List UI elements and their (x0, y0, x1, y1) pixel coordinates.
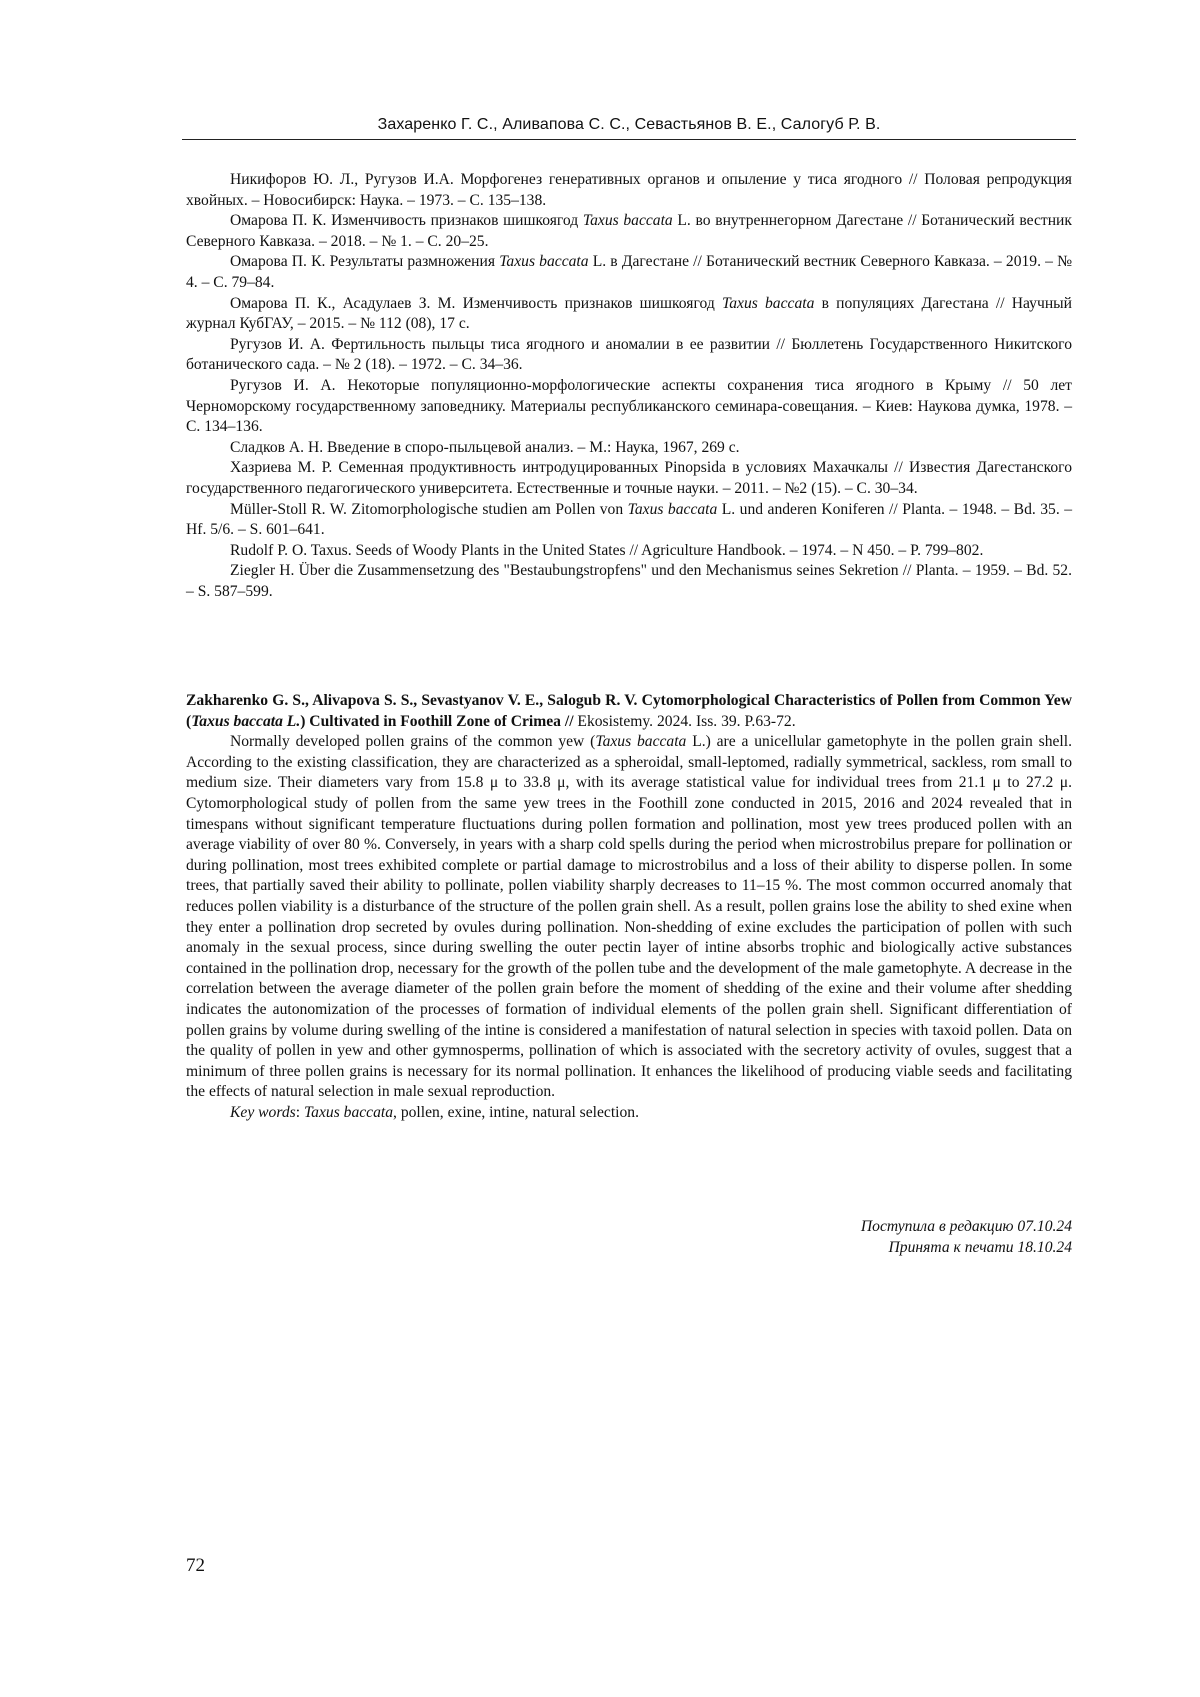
running-header-authors: Захаренко Г. С., Аливапова С. С., Севастьянов В. Е., Салогуб Р. В. (377, 116, 881, 133)
reference-list (186, 170, 1072, 602)
accepted-date: Принята к печати 18.10.24 (888, 1238, 1072, 1256)
reference-item: Rudolf P. O. Taxus. Seeds of Woody Plants in the United States // Agriculture Handbook. – 1974. – N 450. – P. 799–802. (230, 541, 984, 559)
reference-item: Ругузов И. А. Некоторые популяционно-морфологические аспекты сохранения тиса ягодного в Крыму // 50 лет Черноморскому государственному заповеднику. Материалы республиканского семинара-совещания. – Киев: Наукова думка, 1978. – С. 134–136. (186, 376, 1072, 436)
page-number: 72 (186, 1555, 205, 1576)
reference-item: Никифоров Ю. Л., Ругузов И.А. Морфогенез генеративных органов и опыление у тиса ягодного // Половая репродукция хвойных. – Новосибирск: Наука. – 1973. – С. 135–138. (186, 171, 1072, 209)
reference-item: Ругузов И. А. Фертильность пыльцы тиса ягодного и аномалии в ее развитии // Бюллетень Государственного Никитского ботанического сада. – № 2 (18). – 1972. – С. 34–36. (186, 335, 1072, 374)
submission-dates (861, 1217, 1072, 1258)
reference-item: Müller-Stoll R. W. Zitomorphologische studien am Pollen von Taxus baccata L. und anderen Koniferen // Planta. – 1948. – Bd. 35. – Hf. 5/6. – S. 601–641. (186, 500, 1073, 539)
reference-item: Омарова П. К., Асадулаев З. М. Изменчивость признаков шишкоягод Taxus baccata в популяциях Дагестана // Научный журнал КубГАУ, – 2015. – № 112 (08), 17 с. (186, 294, 1072, 333)
reference-item: Омарова П. К. Результаты размножения Taxus baccata L. в Дагестане // Ботанический вестник Северного Кавказа. – 2019. – № 4. – С. 79–84. (186, 253, 1072, 291)
english-abstract (186, 691, 1072, 1123)
abstract-body: Normally developed pollen grains of the common yew (Taxus baccata L.) are a unicellular gametophyte in the pollen grain shell. According to the existing classification, they are characterized as a spheroidal, small-leptomed, radially symmetrical, sackless, rom small to medium size. Their diameters vary from 15.8 μ to 33.8 μ, with its average statistical value for individual trees from 21.1 μ to 27.2 μ. Cytomorphological study of pollen from the same yew trees in the Foothill zone conducted in 2015, 2016 and 2024 revealed that in timespans without significant temperature fluctuations during pollen formation and pollination, most yew trees produced pollen with an average viability of over 80 %. Conversely, in years with a sharp cold spells during the period when microstrobilus prepare for pollination or during pollination, most trees exhibited complete or partial damage to microstrobilus and a loss of their ability to disperse pollen. In some trees, that partially saved their ability to pollinate, pollen viability sharply decreases to 11–15 %. The most common occurred anomaly that reduces pollen viability is a disturbance of the structure of the pollen grain shell. As a result, pollen grains lose the ability to shed exine when they enter a pollination drop secreted by ovules during pollination. Non-shedding of exine excludes the participation of pollen with such anomaly in the sexual process, since during swelling the outer pectin layer of intine absorbs trophic and biologically active substances contained in the pollination drop, necessary for the growth of the pollen tube and the development of the male gametophyte. A decrease in the correlation between the average diameter of the pollen grain before the moment of shedding of the exine and their volume after shedding indicates the autonomization of the processes of formation of individual elements of the pollen grain shell. Significant differentiation of pollen grains by volume during swelling of the intine is considered a manifestation of natural selection in species with taxoid pollen. Data on the quality of pollen in yew and other gymnosperms, pollination of which is associated with the secretory activity of ovules, suggest that a minimum of three pollen grains is necessary for its normal pollination. It enhances the likelihood of producing viable seeds and facilitating the effects of natural selection in male sexual reproduction. (186, 733, 1072, 1101)
reference-item: Ziegler H. Über die Zusammensetzung des "Bestaubungstropfens" und den Mechanismus seines Sekretion // Planta. – 1959. – Bd. 52. – S. 587–599. (186, 562, 1072, 600)
reference-item: Сладков А. Н. Введение в споро-пыльцевой анализ. – М.: Наука, 1967, 269 с. (230, 438, 740, 456)
keywords-line: Key words: Taxus baccata, pollen, exine, intine, natural selection. (230, 1103, 639, 1121)
abstract-citation-heading: Zakharenko G. S., Alivapova S. S., Sevastyanov V. E., Salogub R. V. Cytomorphological Characteristics of Pollen from Common Yew (Taxus baccata L.) Cultivated in Foothill Zone of Crimea // Ekosistemy. 2024. Iss. 39. P.63-72. (186, 692, 1072, 730)
header-rule (182, 139, 1076, 140)
reference-item: Хазриева М. Р. Семенная продуктивность интродуцированных Pinopsida в условиях Махачкалы // Известия Дагестанского государственного педагогического университета. Естественные и точные науки. – 2011. – №2 (15). – С. 30–34. (186, 459, 1072, 497)
received-date: Поступила в редакцию 07.10.24 (860, 1218, 1072, 1235)
reference-item: Омарова П. К. Изменчивость признаков шишкоягод Taxus baccata L. во внутреннегорном Дагестане // Ботанический вестник Северного Кавказа. – 2018. – № 1. – С. 20–25. (186, 212, 1072, 250)
